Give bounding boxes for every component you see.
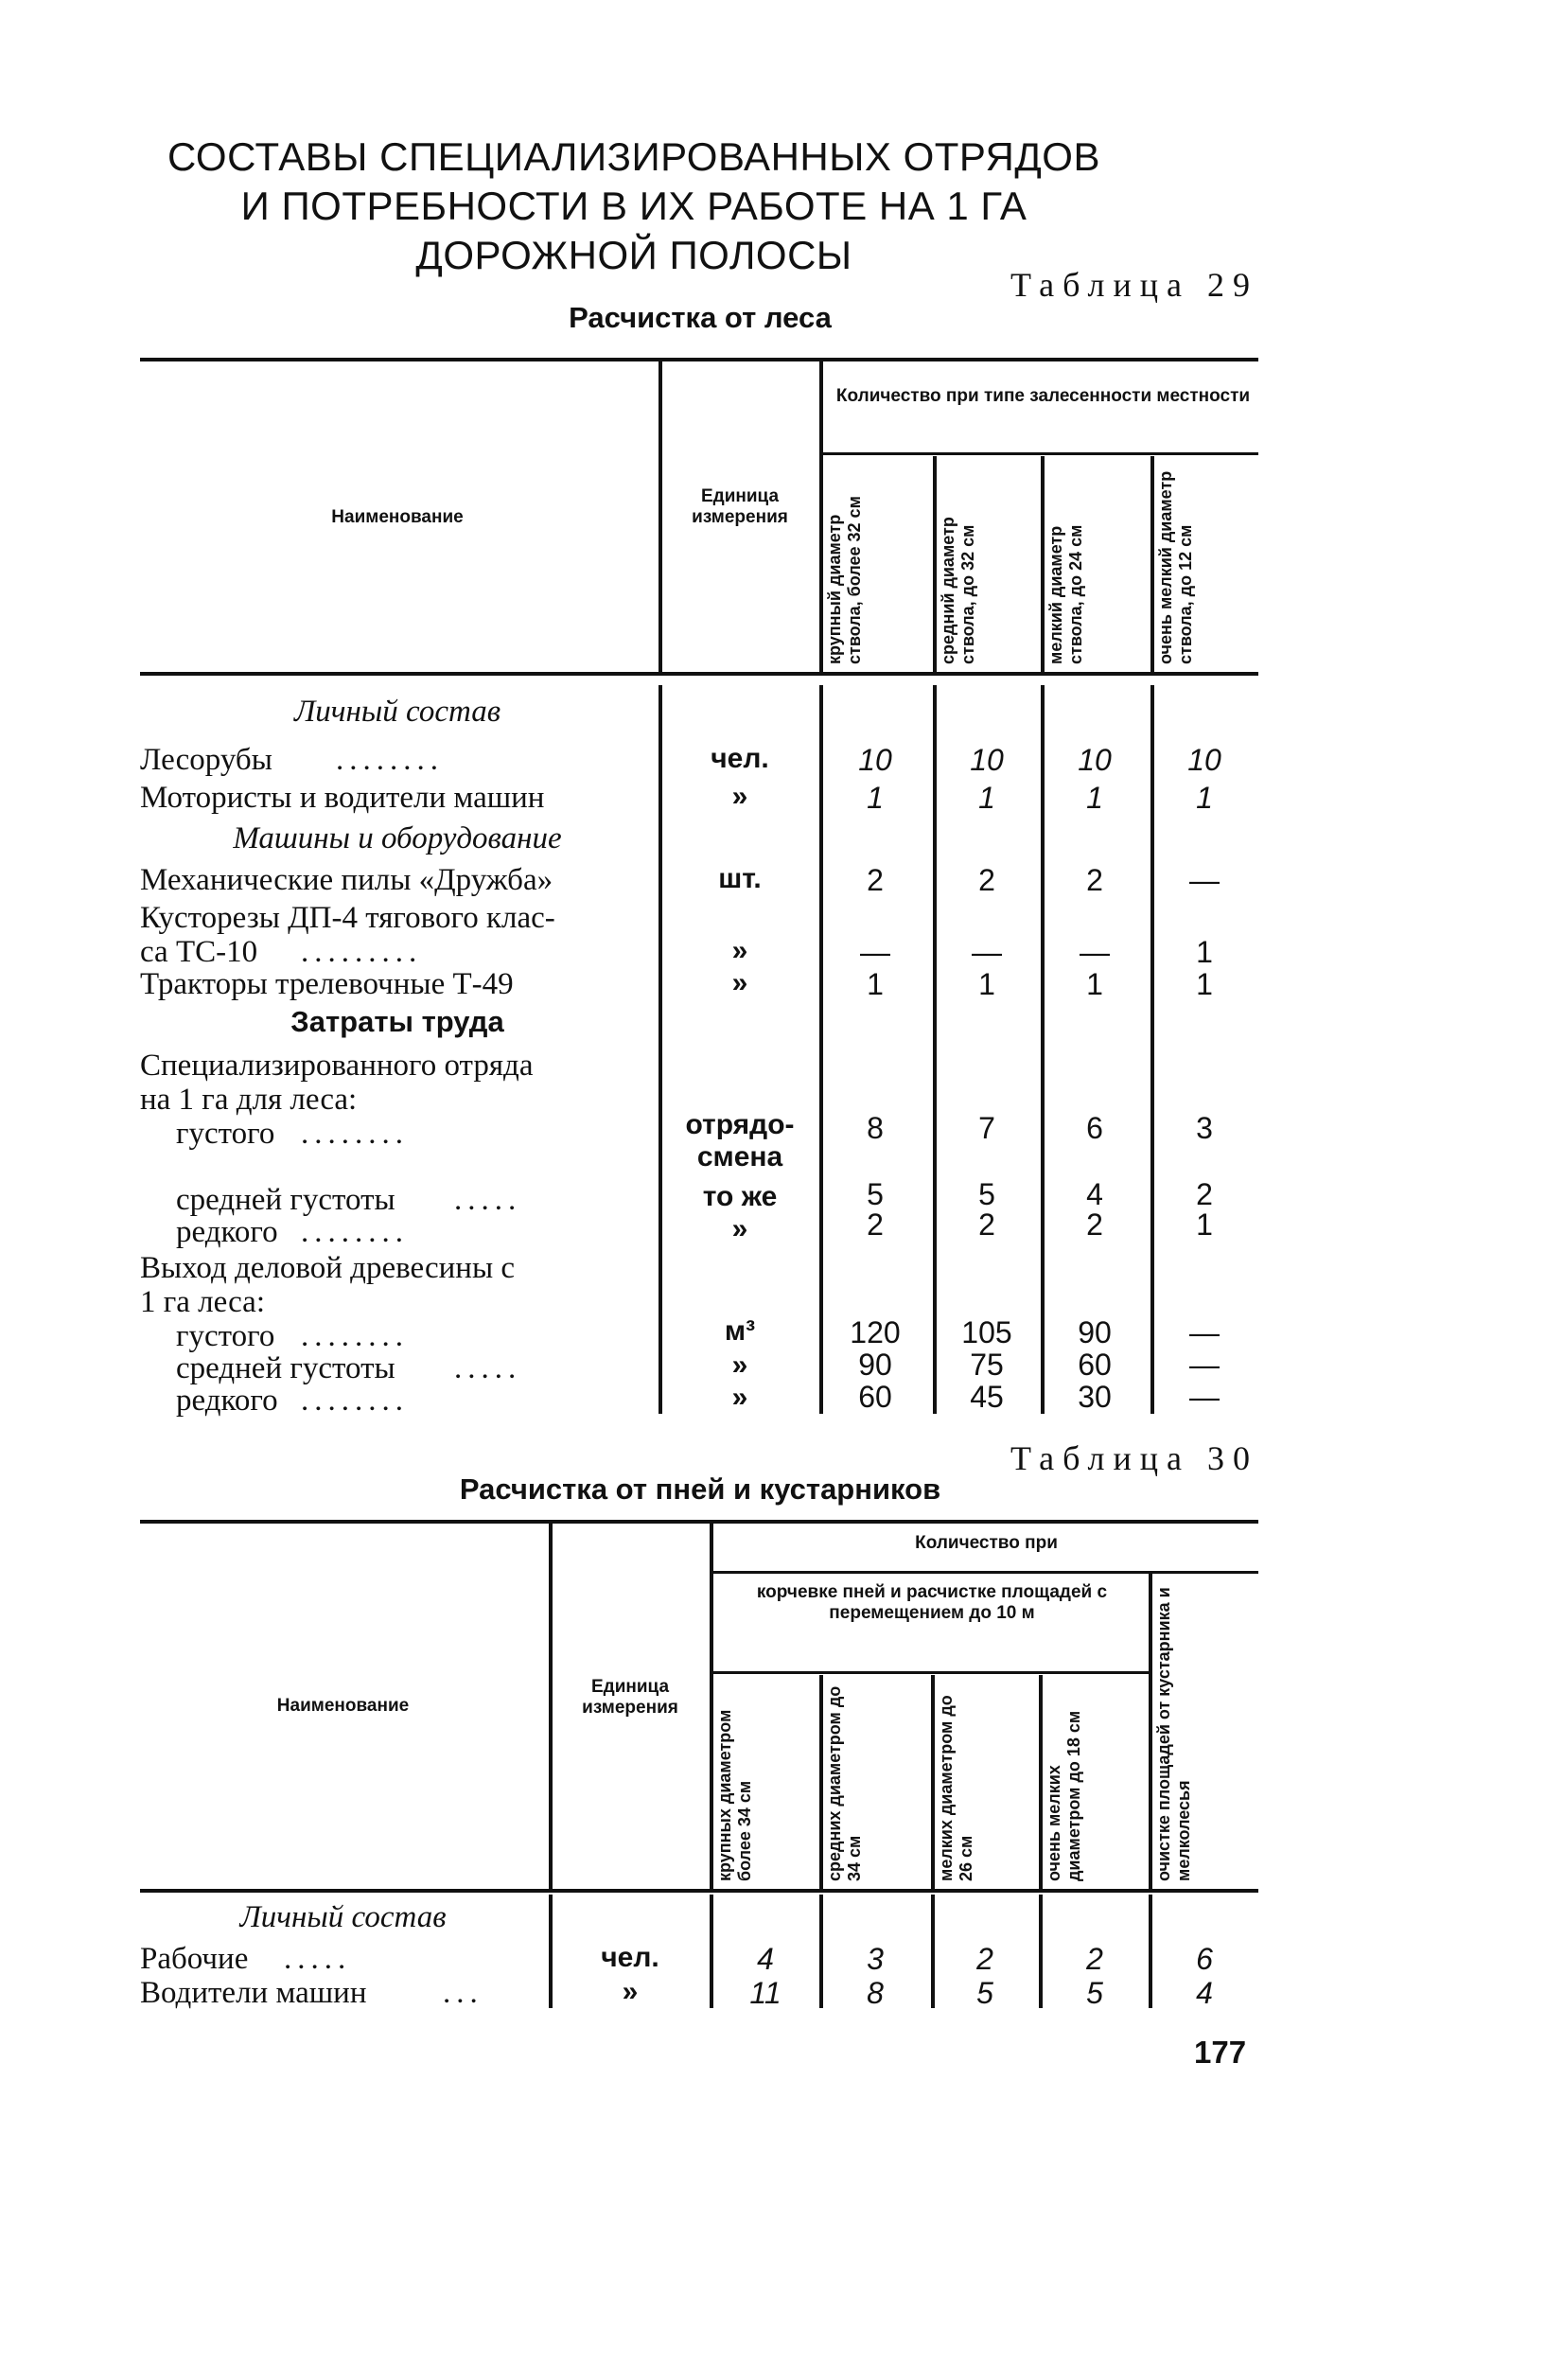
t29-cell: 60: [858, 1380, 892, 1414]
t29-section-machines: Машины и оборудование: [233, 821, 562, 855]
t29-body-vrule-1: [659, 685, 662, 1414]
t29-cell: 2: [1086, 863, 1103, 897]
t29-cell: 7: [978, 1111, 995, 1145]
t30-col-3-header: мелких диаметром до 26 см: [937, 1695, 975, 1881]
t30-section-personnel: Личный состав: [239, 1900, 447, 1934]
leader-dots: ........: [301, 1319, 409, 1353]
t30-cell: 2: [976, 1942, 993, 1976]
t29-row-brush-label-2: са ТС-10: [140, 935, 258, 969]
leader-dots: ........: [301, 1384, 409, 1418]
t29-cell: 10: [1078, 743, 1112, 777]
leader-dots: ...: [443, 1976, 483, 2010]
t29-header-rule: [140, 672, 1258, 676]
t29-cell: 10: [970, 743, 1004, 777]
t29-cell: 2: [978, 1208, 995, 1242]
t29-cell: 1: [1196, 935, 1213, 969]
t29-row-tractors-unit: »: [731, 967, 748, 998]
leader-dots: .....: [454, 1183, 522, 1217]
t29-row-ymedium-unit: »: [731, 1349, 748, 1381]
t29-row-spec-label-1: Специализированного отряда: [140, 1049, 534, 1083]
t30-body-vrule-4: [931, 1895, 935, 2008]
t30-cell: 2: [1086, 1942, 1103, 1976]
t30-body-vrule-5: [1039, 1895, 1043, 2008]
leader-dots: ........: [301, 1215, 409, 1249]
t29-cell: 1: [978, 967, 995, 1001]
t30-cell: 6: [1196, 1942, 1213, 1976]
t30-cell: 5: [976, 1976, 993, 2010]
t29-row-lumberjacks-label: Лесорубы: [140, 743, 272, 777]
t29-top-rule: [140, 358, 1258, 361]
t29-row-drivers-label: Мотористы и водители машин: [140, 781, 545, 815]
t29-header-name: Наименование: [331, 507, 464, 527]
t29-body-vrule-2: [819, 685, 823, 1414]
t30-top-rule: [140, 1520, 1258, 1524]
t29-row-sparse-unit: »: [731, 1213, 748, 1244]
t30-row-workers-label: Рабочие: [140, 1942, 249, 1976]
t30-vrule-3: [819, 1675, 823, 1891]
t30-row-workers-unit: чел.: [601, 1942, 659, 1973]
t30-header-group: Количество при: [915, 1533, 1058, 1553]
t30-group-rule: [713, 1571, 1258, 1574]
t29-cell: 6: [1086, 1111, 1103, 1145]
t30-header-rule: [140, 1889, 1258, 1893]
t29-row-saws-unit: шт.: [718, 863, 762, 894]
t29-cell: 2: [1196, 1177, 1213, 1211]
t29-vrule-3: [933, 456, 937, 674]
page-number: 177: [1194, 2035, 1247, 2070]
t29-vrule-2: [819, 361, 823, 674]
leader-dots: ........: [301, 1117, 409, 1151]
t29-row-medium-unit: то же: [702, 1181, 778, 1212]
t29-row-tractors-label: Тракторы трелевочные Т-49: [140, 967, 514, 1001]
t29-row-yield-label-1: Выход деловой древесины с: [140, 1251, 516, 1285]
t29-section-labor: Затраты труда: [290, 1005, 504, 1038]
t29-cell: —: [1189, 1380, 1220, 1414]
t29-row-brush-unit: »: [731, 935, 748, 966]
t29-body-vrule-4: [1041, 685, 1045, 1414]
t29-row-drivers-unit: »: [731, 781, 748, 812]
t29-row-ymedium-label: средней густоты: [176, 1351, 395, 1385]
t29-cell: 1: [1196, 781, 1213, 815]
t30-vrule-4: [931, 1675, 935, 1891]
t30-cell: 3: [867, 1942, 884, 1976]
t29-cell: 75: [970, 1348, 1004, 1382]
title-line-1: СОСТАВЫ СПЕЦИАЛИЗИРОВАННЫХ ОТРЯДОВ: [167, 134, 1100, 179]
t29-cell: —: [1080, 935, 1110, 969]
t29-cell: 2: [978, 863, 995, 897]
table29-caption: Таблица 29: [1010, 266, 1258, 304]
t30-cell: 4: [1196, 1976, 1213, 2010]
t29-cell: 1: [867, 967, 884, 1001]
t29-cell: 10: [1187, 743, 1221, 777]
t29-cell: 2: [1086, 1208, 1103, 1242]
t29-row-saws-label: Механические пилы «Дружба»: [140, 863, 553, 897]
table30-subtitle: Расчистка от пней и кустарников: [459, 1472, 941, 1506]
leader-dots: .....: [284, 1942, 352, 1976]
t30-body-vrule-1: [549, 1895, 553, 2008]
t29-row-spec-label-2: на 1 га для леса:: [140, 1083, 358, 1117]
t29-vrule-5: [1150, 456, 1154, 674]
t29-cell: 90: [858, 1348, 892, 1382]
t29-row-ydense-unit: м³: [724, 1315, 756, 1347]
t29-cell: 2: [867, 1208, 884, 1242]
t29-cell: 1: [1196, 1208, 1213, 1242]
t29-vrule-1: [659, 361, 662, 674]
t29-row-ysparse-label: редкого: [176, 1384, 278, 1418]
t30-cell: 8: [867, 1976, 884, 2010]
t30-vrule-2: [710, 1524, 713, 1891]
t29-cell: 5: [978, 1177, 995, 1211]
t29-header-unit: Единица измерения: [692, 486, 788, 527]
t30-row-drivers-label: Водители машин: [140, 1976, 367, 2010]
t29-cell: 90: [1078, 1315, 1112, 1349]
t30-col-2-header: средних диаметром до 34 см: [825, 1685, 864, 1881]
t29-cell: 8: [867, 1111, 884, 1145]
t29-row-ysparse-unit: »: [731, 1382, 748, 1413]
t29-col-3-header: мелкий диаметр ствола, до 24 см: [1046, 524, 1085, 664]
t29-col-1-header: крупный диаметр ствола, более 32 см: [825, 496, 864, 664]
t29-cell: 1: [1196, 967, 1213, 1001]
t30-body-vrule-6: [1149, 1895, 1152, 2008]
t30-col-1-header: крупных диаметром более 34 см: [715, 1709, 754, 1881]
t29-body-vrule-3: [933, 685, 937, 1414]
t29-section-personnel: Личный состав: [293, 695, 501, 729]
t30-cell: 11: [749, 1976, 782, 2010]
t29-row-medium-label: средней густоты: [176, 1183, 395, 1217]
t29-row-yield-label-2: 1 га леса:: [140, 1285, 265, 1319]
t30-cell: 5: [1086, 1976, 1103, 2010]
t29-cell: 5: [867, 1177, 884, 1211]
t29-row-dense-label: густого: [176, 1117, 275, 1151]
t29-cell: 1: [867, 781, 884, 815]
t30-body-vrule-2: [710, 1895, 713, 2008]
title-line-2: И ПОТРЕБНОСТИ В ИХ РАБОТЕ НА 1 ГА: [240, 184, 1027, 228]
leader-dots: ........: [336, 743, 444, 777]
t29-cell: 3: [1196, 1111, 1213, 1145]
t29-row-lumberjacks-unit: чел.: [711, 743, 769, 774]
t29-cell: 1: [1086, 781, 1103, 815]
t29-header-group: Количество при типе залесенности местности: [835, 386, 1251, 406]
t29-cell: 60: [1078, 1348, 1112, 1382]
leader-dots: .........: [301, 935, 423, 969]
t30-vrule-5: [1039, 1675, 1043, 1891]
t29-cell: —: [972, 935, 1002, 969]
t29-cell: 1: [1086, 967, 1103, 1001]
t30-col-5-header: очистке площадей от кустарника и мелколесья: [1154, 1587, 1193, 1881]
t29-cell: 30: [1078, 1380, 1112, 1414]
t29-row-dense-unit-1: отрядо-: [685, 1109, 795, 1140]
t30-vrule-6: [1149, 1573, 1152, 1891]
t29-cell: 4: [1086, 1177, 1103, 1211]
title-line-3: ДОРОЖНОЙ ПОЛОСЫ: [415, 233, 852, 277]
t29-cell: —: [1189, 863, 1220, 897]
t30-body-vrule-3: [819, 1895, 823, 2008]
t30-row-drivers-unit: »: [622, 1976, 639, 2007]
t29-body-vrule-5: [1150, 685, 1154, 1414]
leader-dots: .....: [454, 1351, 522, 1385]
t29-cell: 45: [970, 1380, 1004, 1414]
t30-col-4-header: очень мелких диаметром до 18 см: [1045, 1710, 1083, 1881]
table29-subtitle: Расчистка от леса: [569, 301, 832, 334]
t29-cell: —: [860, 935, 890, 969]
t30-subgroup-rule: [713, 1671, 1149, 1674]
table30-caption: Таблица 30: [1010, 1439, 1258, 1477]
t29-col-4-header: очень мелкий диаметр ствола, до 12 см: [1156, 470, 1195, 664]
t29-col-2-header: средний диаметр ствола, до 32 см: [939, 517, 977, 664]
t29-cell: —: [1189, 1315, 1220, 1349]
t29-vrule-4: [1041, 456, 1045, 674]
t29-cell: —: [1189, 1348, 1220, 1382]
t29-cell: 105: [961, 1315, 1012, 1349]
t29-cell: 1: [978, 781, 995, 815]
t29-cell: 120: [850, 1315, 901, 1349]
t30-header-name: Наименование: [276, 1696, 410, 1716]
t29-row-sparse-label: редкого: [176, 1215, 278, 1249]
t29-cell: 10: [858, 743, 892, 777]
t30-header-subgroup: корчевке пней и расчистке площадей с перемещением до 10 м: [756, 1582, 1108, 1623]
t29-cell: 2: [867, 863, 884, 897]
t29-row-dense-unit-2: смена: [696, 1141, 783, 1172]
t29-row-brush-label-1: Кусторезы ДП-4 тягового клас-: [140, 901, 555, 935]
t29-row-ydense-label: густого: [176, 1319, 275, 1353]
page-title: [142, 132, 1126, 280]
t30-cell: 4: [757, 1942, 774, 1976]
t30-header-unit: Единица измерения: [582, 1677, 678, 1718]
t29-group-rule: [823, 452, 1258, 455]
